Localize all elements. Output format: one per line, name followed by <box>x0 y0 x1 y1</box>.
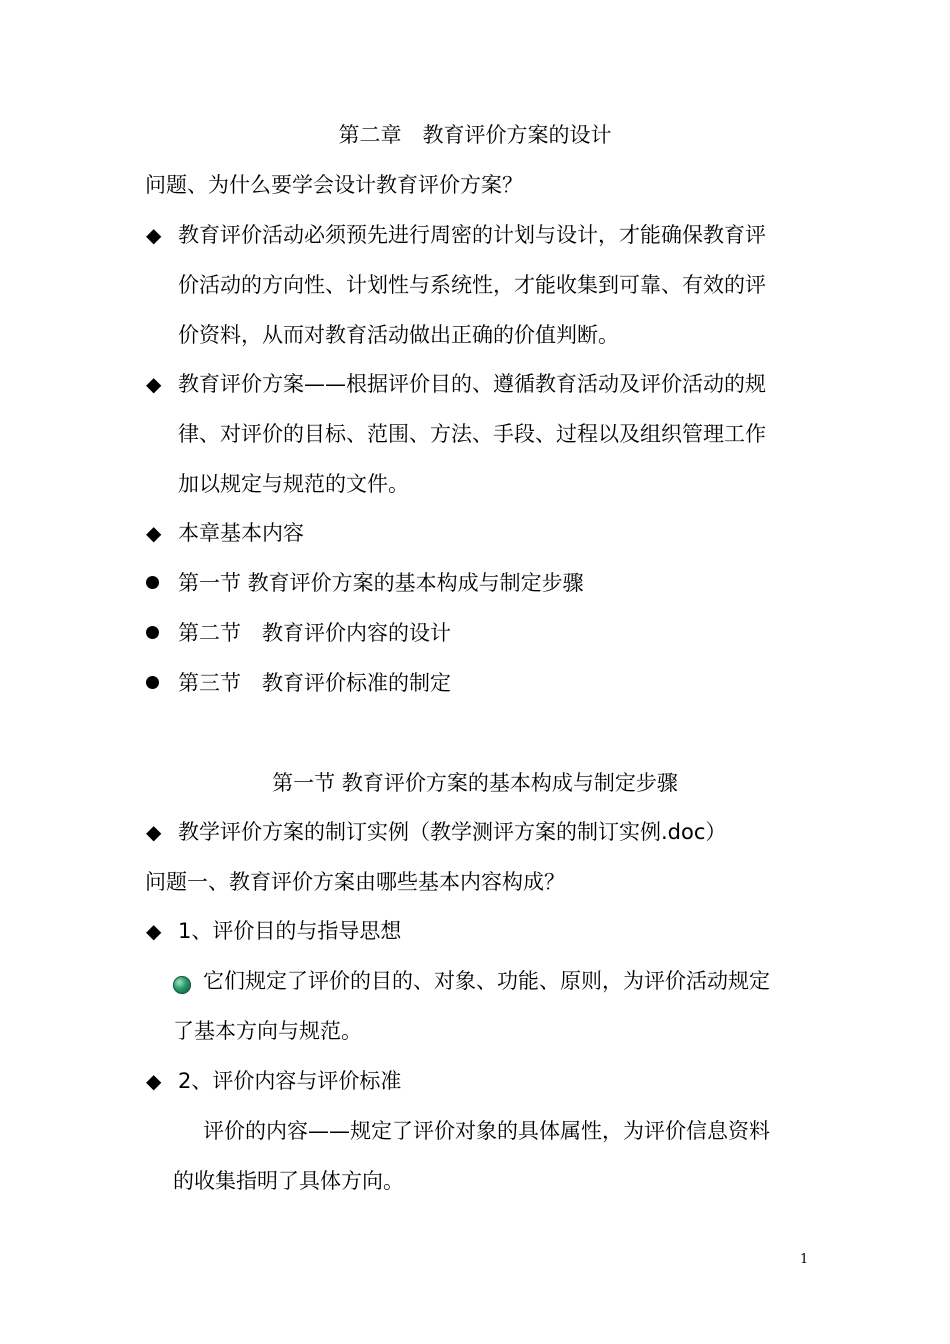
diamond-bullet-icon: ◆ <box>146 521 162 545</box>
page-number: 1 <box>800 1252 809 1267</box>
para2-line2: 律、对评价的目标、范围、方法、手段、过程以及组织管理工作 <box>178 422 766 446</box>
section-item-2: 第二节 教育评价内容的设计 <box>178 621 451 645</box>
circle-bullet-icon <box>146 576 159 589</box>
item1-line2: 了基本方向与规范。 <box>173 1019 362 1043</box>
item1-line1: 它们规定了评价的目的、对象、功能、原则，为评价活动规定 <box>203 969 770 993</box>
item2-line2: 的收集指明了具体方向。 <box>173 1169 404 1193</box>
para1-line1: 教育评价活动必须预先进行周密的计划与设计，才能确保教育评 <box>178 223 766 247</box>
diamond-bullet-icon: ◆ <box>146 820 162 844</box>
item1-title: 1、评价目的与指导思想 <box>178 919 402 943</box>
question-main: 问题、为什么要学会设计教育评价方案？ <box>145 173 523 197</box>
example-text: 教学评价方案的制订实例（教学测评方案的制订实例.doc） <box>178 820 727 844</box>
diamond-bullet-icon: ◆ <box>146 919 162 943</box>
item2-title: 2、评价内容与评价标准 <box>178 1069 402 1093</box>
diamond-bullet-icon: ◆ <box>146 372 162 396</box>
globe-bullet-icon <box>173 976 191 994</box>
basic-contents: 本章基本内容 <box>178 521 304 545</box>
section1-title: 第一节 教育评价方案的基本构成与制定步骤 <box>272 771 678 795</box>
item2-line1: 评价的内容——规定了评价对象的具体属性，为评价信息资料 <box>203 1119 770 1143</box>
chapter-title: 第二章 教育评价方案的设计 <box>338 123 612 147</box>
section-item-3: 第三节 教育评价标准的制定 <box>178 671 451 695</box>
diamond-bullet-icon: ◆ <box>146 1069 162 1093</box>
para1-line2: 价活动的方向性、计划性与系统性，才能收集到可靠、有效的评 <box>178 273 766 297</box>
para2-line1: 教育评价方案——根据评价目的、遵循教育活动及评价活动的规 <box>178 372 766 396</box>
circle-bullet-icon <box>146 626 159 639</box>
question-1: 问题一、教育评价方案由哪些基本内容构成？ <box>145 870 565 894</box>
circle-bullet-icon <box>146 676 159 689</box>
para1-line3: 价资料，从而对教育活动做出正确的价值判断。 <box>178 323 619 347</box>
para2-line3: 加以规定与规范的文件。 <box>178 472 409 496</box>
diamond-bullet-icon: ◆ <box>146 223 162 247</box>
section-item-1: 第一节 教育评价方案的基本构成与制定步骤 <box>178 571 584 595</box>
